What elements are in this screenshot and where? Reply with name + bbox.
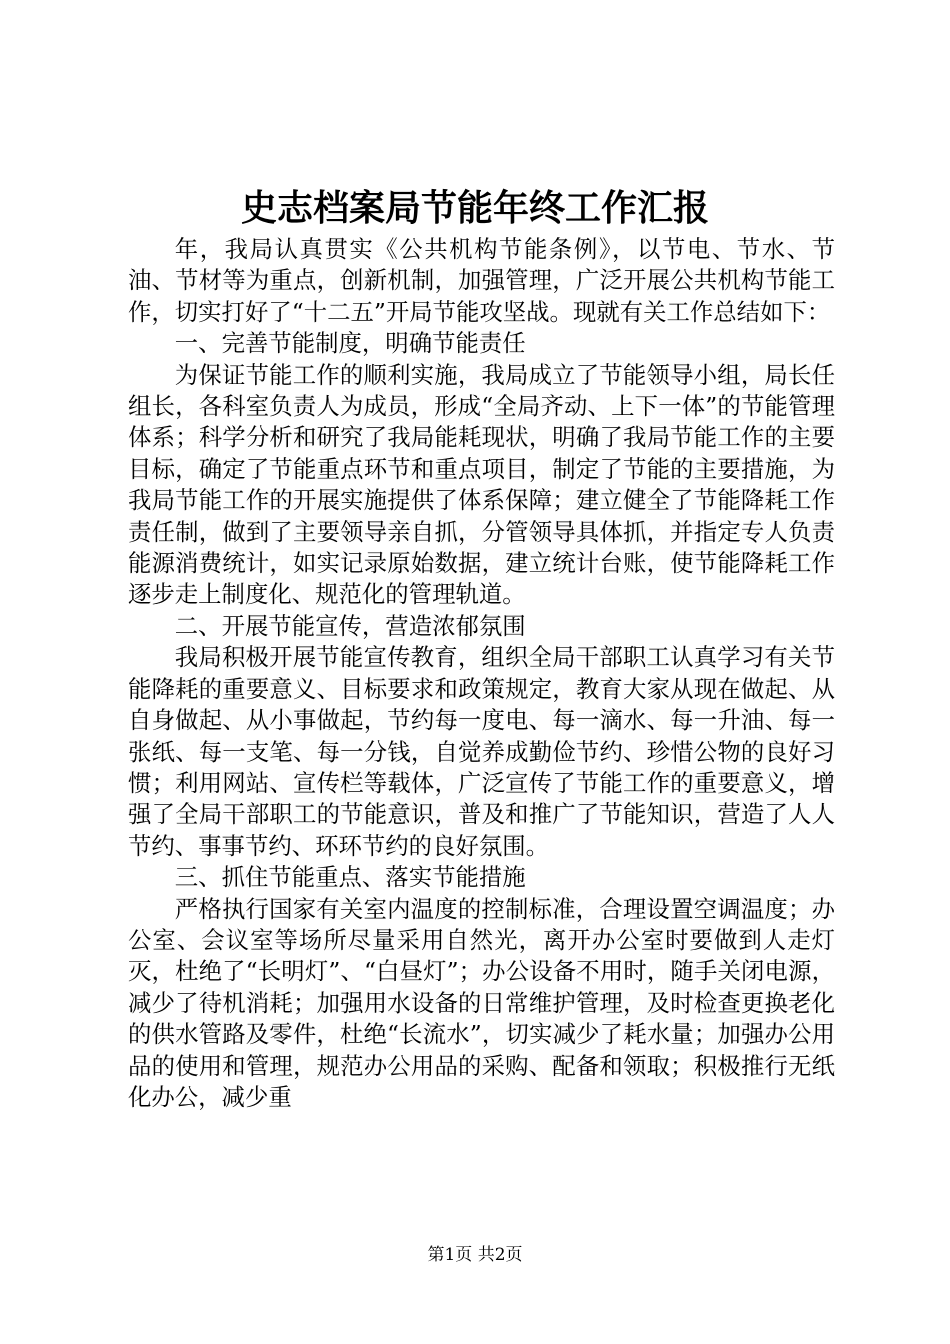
- section-paragraph-3: 严格执行国家有关室内温度的控制标准，合理设置空调温度；办公室、会议室等场所尽量采用自然光，离开办公室时要做到人走灯灭，杜绝了“长明灯”、“白昼灯”；办公设备不用时，随手关闭电源，减少了待机消耗；加强用水设备的日常维护管理，及时检查更换老化的供水管路及零件，杜绝“长流水”，切实减少了耗水量；加强办公用品的使用和管理，规范办公用品的采购、配备和领取；积极推行无纸化办公，减少重: [128, 894, 835, 1111]
- section-heading-3: 三、抓住节能重点、落实节能措施: [174, 863, 526, 892]
- section-heading-1: 一、完善节能制度，明确节能责任: [174, 329, 526, 358]
- document-body: [128, 234, 835, 1113]
- page-number-footer: 第1页 共2页: [427, 1245, 523, 1265]
- intro-paragraph: 年，我局认真贯实《公共机构节能条例》，以节电、节水、节油、节材等为重点，创新机制，加强管理，广泛开展公共机构节能工作，切实打好了“十二五”开局节能攻坚战。现就有关工作总结如下：: [128, 235, 835, 326]
- section-paragraph-1: 为保证节能工作的顺利实施，我局成立了节能领导小组，局长任组长，各科室负责人为成员，形成“全局齐动、上下一体”的节能管理体系；科学分析和研究了我局能耗现状，明确了我局节能工作的主要目标，确定了节能重点环节和重点项目，制定了节能的主要措施，为我局节能工作的开展实施提供了体系保障；建立健全了节能降耗工作责任制，做到了主要领导亲自抓，分管领导具体抓，并指定专人负责能源消费统计，如实记录原始数据，建立统计台账，使节能降耗工作逐步走上制度化、规范化的管理轨道。: [128, 360, 835, 609]
- section-heading-2: 二、开展节能宣传，营造浓郁氛围: [174, 611, 526, 640]
- section-paragraph-2: 我局积极开展节能宣传教育，组织全局干部职工认真学习有关节能降耗的重要意义、目标要求和政策规定，教育大家从现在做起、从自身做起、从小事做起，节约每一度电、每一滴水、每一升油、每一张纸、每一支笔、每一分钱，自觉养成勤俭节约、珍惜公物的良好习惯；利用网站、宣传栏等载体，广泛宣传了节能工作的重要意义，增强了全局干部职工的节能意识，普及和推广了节能知识，营造了人人节约、事事节约、环环节约的良好氛围。: [128, 643, 835, 860]
- document-title: 史志档案局节能年终工作汇报: [240, 187, 709, 229]
